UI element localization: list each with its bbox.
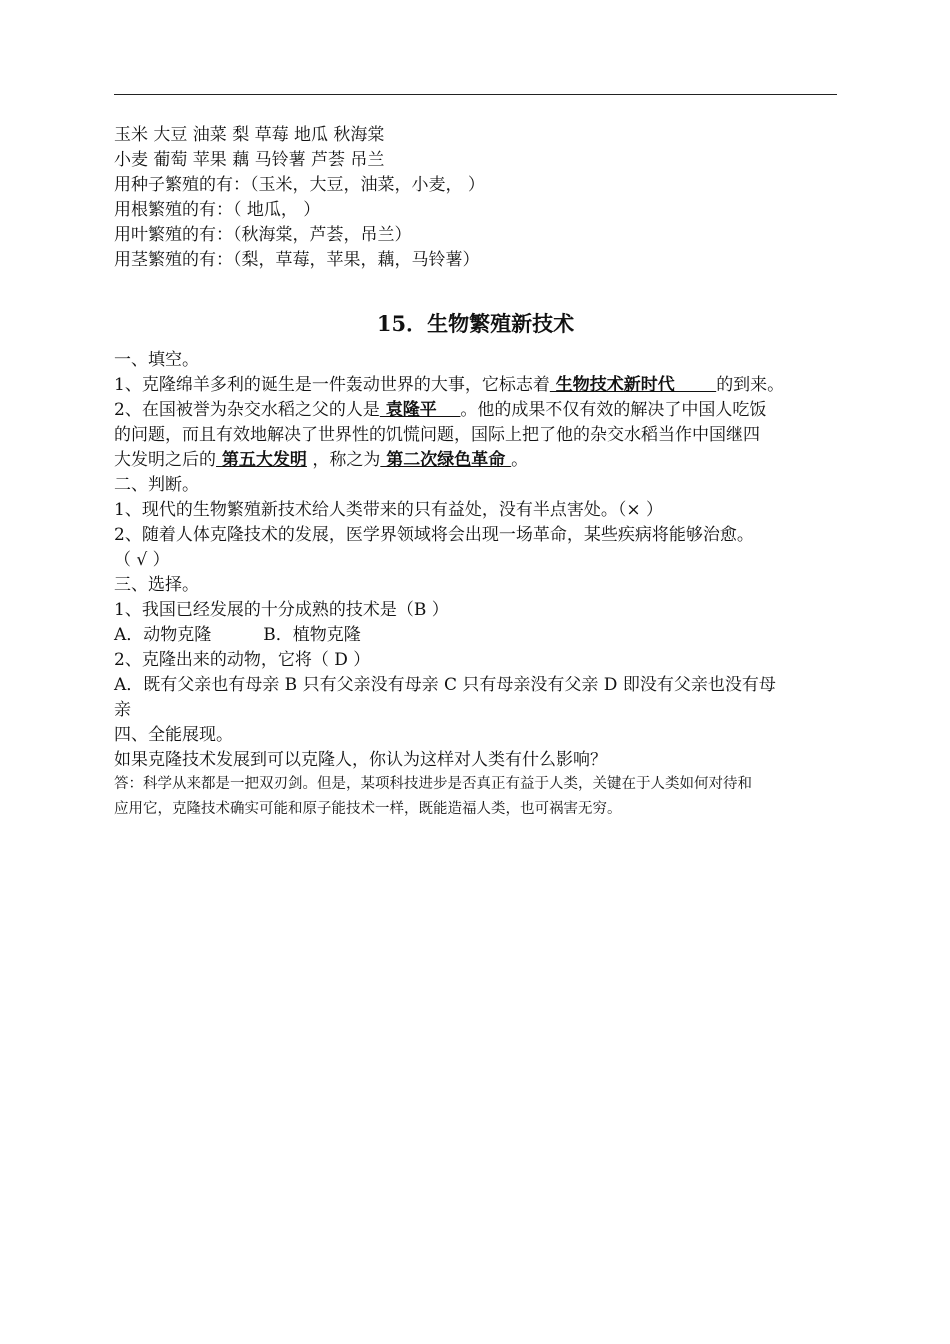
root-propagation: 用根繁殖的有：（ 地瓜， ） (114, 200, 321, 220)
plant-list-row-1: 玉米 大豆 油菜 梨 草莓 地瓜 秋海棠 (114, 125, 385, 145)
judge-question-1: 1、现代的生物繁殖新技术给人类带来的只有益处，没有半点害处。（× ） (114, 500, 663, 520)
q2-line3-end: 。 (511, 450, 529, 470)
lesson-title: 15．生物繁殖新技术 (376, 311, 575, 336)
q2-tail: 。他的成果不仅有效的解决了中国人吃饭 (460, 400, 767, 420)
choice-question-1: 1、我国已经发展的十分成熟的技术是（B ） (114, 600, 449, 620)
section1-heading: 一、填空。 (114, 350, 199, 370)
fill-question-2-line3 (114, 448, 528, 473)
answer-line-2: 应用它，克隆技术确实可能和原子能技术一样，既能造福人类，也可祸害无穷。 (114, 801, 622, 817)
choice-question-1-options (114, 623, 361, 648)
choice-question-2-options-cont: 亲 (114, 700, 131, 720)
section3-heading: 三、选择。 (114, 575, 199, 595)
q2-answer: 袁隆平 (379, 400, 461, 420)
stem-propagation: 用茎繁殖的有：（梨，草莓，苹果，藕，马铃薯） (114, 250, 480, 270)
q1-tail: 的到来。 (716, 375, 785, 395)
option-a: A．动物克隆 (114, 625, 212, 645)
judge-question-2-answer: （ √ ） (114, 550, 170, 570)
q2-text: 2、在国被誉为杂交水稻之父的人是 (114, 400, 380, 420)
judge-question-2: 2、随着人体克隆技术的发展，医学界领域将会出现一场革命，某些疾病将能够治愈。 (114, 525, 754, 545)
q2-answer-fifth-invention: 第五大发明 (216, 450, 307, 470)
leaf-propagation: 用叶繁殖的有：（秋海棠，芦荟，吊兰） (114, 225, 412, 245)
choice-question-2: 2、克隆出来的动物，它将（ D ） (114, 650, 371, 670)
q2-line3-text: 大发明之后的 (114, 450, 216, 470)
header-rule (114, 94, 837, 95)
q1-text: 1、克隆绵羊多利的诞生是一件轰动世界的大事，它标志着 (114, 375, 550, 395)
open-question: 如果克隆技术发展到可以克隆人，你认为这样对人类有什么影响？ (114, 750, 607, 770)
q2-answer-green-revolution: 第二次绿色革命 (380, 450, 512, 470)
fill-question-2-line2: 的问题，而且有效地解决了世界性的饥慌问题，国际上把了他的杂交水稻当作中国继四 (114, 425, 760, 445)
fill-question-1 (114, 373, 784, 398)
answer-line-1: 答：科学从来都是一把双刃剑。但是，某项科技进步是否真正有益于人类，关键在于人类如何对待和 (114, 776, 752, 792)
seed-propagation: 用种子繁殖的有：（玉米，大豆，油菜，小麦， ） (114, 175, 485, 195)
choice-question-2-options: A．既有父亲也有母亲 B 只有父亲没有母亲 C 只有母亲没有父亲 D 即没有父亲也没有母 (114, 675, 776, 695)
option-b: B．植物克隆 (263, 625, 361, 645)
plant-list-row-2: 小麦 葡萄 苹果 藕 马铃薯 芦荟 吊兰 (114, 150, 385, 170)
fill-question-2 (114, 398, 766, 423)
section2-heading: 二、判断。 (114, 475, 199, 495)
section4-heading: 四、全能展现。 (114, 725, 233, 745)
q1-answer: 生物技术新时代 (549, 375, 717, 395)
q2-line3-mid: ，称之为 (306, 450, 381, 470)
